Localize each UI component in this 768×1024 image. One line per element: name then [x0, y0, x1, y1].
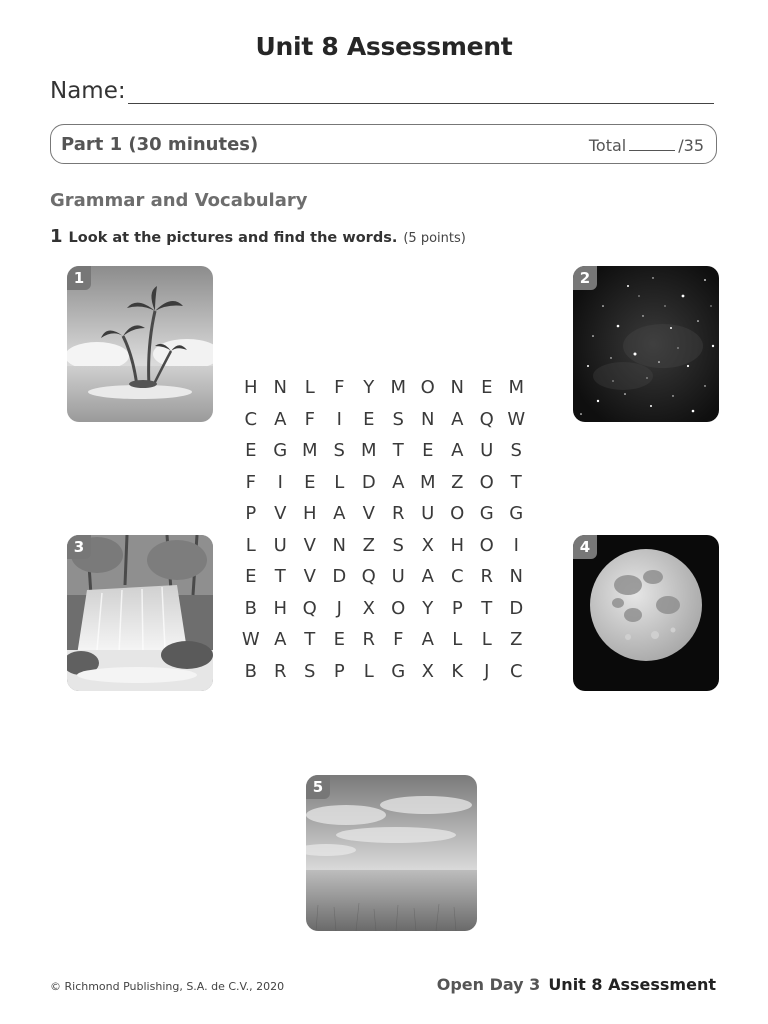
grid-letter[interactable]: G: [509, 503, 524, 524]
grid-letter[interactable]: P: [451, 597, 463, 619]
grid-letter[interactable]: A: [451, 408, 464, 430]
grid-letter[interactable]: J: [484, 660, 490, 682]
grid-letter[interactable]: Y: [422, 597, 434, 619]
name-label: Name:: [50, 78, 126, 104]
grid-letter[interactable]: Z: [451, 471, 464, 493]
part-box: [50, 124, 717, 164]
grid-letter[interactable]: T: [510, 471, 522, 493]
field-icon: [306, 775, 477, 931]
grid-letter[interactable]: Q: [302, 597, 317, 619]
grid-letter[interactable]: W: [241, 629, 260, 650]
copyright: © Richmond Publishing, S.A. de C.V., 2020: [50, 980, 285, 993]
grid-letter[interactable]: T: [304, 629, 316, 650]
picture-number: 4: [573, 535, 597, 559]
grid-letter[interactable]: A: [421, 629, 434, 650]
grid-letter[interactable]: G: [391, 660, 406, 682]
grid-letter[interactable]: I: [336, 408, 342, 430]
name-row: [50, 78, 718, 108]
grid-letter[interactable]: A: [333, 503, 346, 524]
footer-book: Open Day 3: [436, 975, 541, 994]
grid-letter[interactable]: L: [334, 471, 345, 493]
grid-letter[interactable]: H: [450, 534, 465, 556]
grid-letter[interactable]: Q: [361, 566, 376, 587]
grid-letter[interactable]: T: [274, 566, 286, 587]
instruction-points: (5 points): [403, 231, 466, 246]
grid-letter[interactable]: X: [362, 597, 375, 619]
grid-letter[interactable]: R: [480, 566, 493, 587]
grid-letter[interactable]: B: [244, 660, 257, 682]
grid-letter[interactable]: T: [392, 440, 404, 461]
grid-letter[interactable]: C: [509, 660, 523, 682]
footer-title: [437, 975, 716, 994]
grid-letter[interactable]: I: [277, 471, 283, 493]
grid-letter[interactable]: U: [480, 440, 494, 461]
grid-letter[interactable]: M: [419, 471, 436, 493]
grid-letter[interactable]: S: [392, 408, 404, 430]
section-heading: Grammar and Vocabulary: [50, 190, 308, 211]
word-search-grid[interactable]: [236, 372, 531, 687]
grid-letter[interactable]: S: [333, 440, 345, 461]
page-title: Unit 8 Assessment: [255, 32, 513, 61]
grid-letter[interactable]: V: [303, 566, 316, 587]
grid-letter[interactable]: X: [421, 534, 434, 556]
picture-5: [306, 775, 477, 931]
grid-letter[interactable]: A: [451, 440, 464, 461]
grid-letter[interactable]: S: [392, 534, 404, 556]
picture-1: [67, 266, 213, 422]
instruction-number: 1: [50, 226, 63, 247]
grid-letter[interactable]: I: [513, 534, 519, 556]
grid-letter[interactable]: A: [392, 471, 405, 493]
grid-letter[interactable]: Z: [362, 534, 375, 556]
total-label: Total: [588, 136, 627, 155]
grid-letter[interactable]: K: [451, 660, 464, 682]
grid-letter[interactable]: A: [274, 408, 287, 430]
grid-letter[interactable]: V: [303, 534, 316, 556]
grid-letter[interactable]: L: [452, 629, 463, 650]
picture-4: [573, 535, 719, 691]
grid-letter[interactable]: P: [333, 660, 345, 682]
total-max: /35: [678, 136, 704, 155]
grid-letter[interactable]: R: [391, 503, 405, 524]
grid-letter[interactable]: L: [304, 377, 315, 398]
grid-letter[interactable]: E: [481, 377, 493, 398]
grid-letter[interactable]: H: [302, 503, 317, 524]
total-score: [589, 136, 704, 155]
picture-number: 2: [573, 266, 597, 290]
grid-letter[interactable]: N: [332, 534, 346, 556]
grid-letter[interactable]: J: [336, 597, 342, 619]
grid-letter[interactable]: E: [304, 471, 316, 493]
grid-letter[interactable]: O: [420, 377, 435, 398]
grid-letter[interactable]: E: [245, 440, 257, 461]
grid-letter[interactable]: L: [363, 660, 374, 682]
grid-letter[interactable]: U: [391, 566, 405, 587]
grid-letter[interactable]: O: [450, 503, 465, 524]
grid-letter[interactable]: W: [507, 408, 526, 430]
grid-letter[interactable]: O: [479, 534, 494, 556]
grid-letter[interactable]: Q: [479, 408, 494, 430]
grid-letter[interactable]: H: [243, 377, 258, 398]
part-label: Part 1 (30 minutes): [61, 134, 259, 155]
grid-letter[interactable]: Y: [363, 377, 375, 398]
picture-number: 3: [67, 535, 91, 559]
moon-icon: [573, 535, 719, 691]
grid-letter[interactable]: O: [479, 471, 494, 493]
grid-letter[interactable]: X: [421, 660, 434, 682]
grid-letter[interactable]: N: [509, 566, 523, 587]
name-line[interactable]: [128, 103, 714, 104]
grid-letter[interactable]: F: [304, 408, 315, 430]
total-blank[interactable]: [629, 150, 675, 151]
grid-letter[interactable]: N: [273, 377, 287, 398]
instruction: [50, 226, 466, 247]
grid-letter[interactable]: E: [333, 629, 345, 650]
grid-letter[interactable]: N: [421, 408, 435, 430]
grid-letter[interactable]: G: [273, 440, 288, 461]
grid-letter[interactable]: F: [245, 471, 256, 493]
grid-letter[interactable]: L: [245, 534, 256, 556]
grid-letter[interactable]: M: [301, 440, 318, 461]
grid-letter[interactable]: D: [361, 471, 376, 493]
waterfall-icon: [67, 535, 213, 691]
grid-letter[interactable]: M: [508, 377, 525, 398]
grid-letter[interactable]: E: [422, 440, 434, 461]
grid-letter[interactable]: Z: [510, 629, 523, 650]
grid-letter[interactable]: U: [273, 534, 287, 556]
grid-letter[interactable]: H: [273, 597, 288, 619]
grid-letter[interactable]: T: [481, 597, 493, 619]
grid-letter[interactable]: S: [304, 660, 316, 682]
grid-letter[interactable]: S: [510, 440, 522, 461]
grid-letter[interactable]: R: [273, 660, 287, 682]
grid-letter[interactable]: L: [481, 629, 492, 650]
grid-letter[interactable]: D: [509, 597, 524, 619]
picture-3: [67, 535, 213, 691]
island-icon: [67, 266, 213, 422]
instruction-text: Look at the pictures and find the words.: [68, 230, 398, 246]
grid-letter[interactable]: V: [274, 503, 287, 524]
grid-letter[interactable]: P: [245, 503, 257, 524]
grid-letter[interactable]: D: [332, 566, 347, 587]
grid-letter[interactable]: F: [334, 377, 345, 398]
grid-letter[interactable]: G: [479, 503, 494, 524]
grid-letter[interactable]: F: [393, 629, 404, 650]
grid-letter[interactable]: C: [450, 566, 464, 587]
picture-2: [573, 266, 719, 422]
grid-letter[interactable]: U: [421, 503, 435, 524]
footer-unit: Unit 8 Assessment: [548, 975, 716, 994]
picture-number: 5: [306, 775, 330, 799]
grid-letter[interactable]: B: [244, 597, 257, 619]
grid-letter[interactable]: O: [391, 597, 406, 619]
grid-letter[interactable]: V: [362, 503, 375, 524]
picture-number: 1: [67, 266, 91, 290]
grid-letter[interactable]: N: [450, 377, 464, 398]
grid-letter[interactable]: E: [245, 566, 257, 587]
stars-icon: [573, 266, 719, 422]
grid-letter[interactable]: M: [390, 377, 407, 398]
grid-letter[interactable]: A: [421, 566, 434, 587]
grid-letter[interactable]: A: [274, 629, 287, 650]
grid-letter[interactable]: R: [362, 629, 375, 650]
grid-letter[interactable]: C: [244, 408, 258, 430]
grid-letter[interactable]: E: [363, 408, 375, 430]
grid-letter[interactable]: M: [360, 440, 377, 461]
